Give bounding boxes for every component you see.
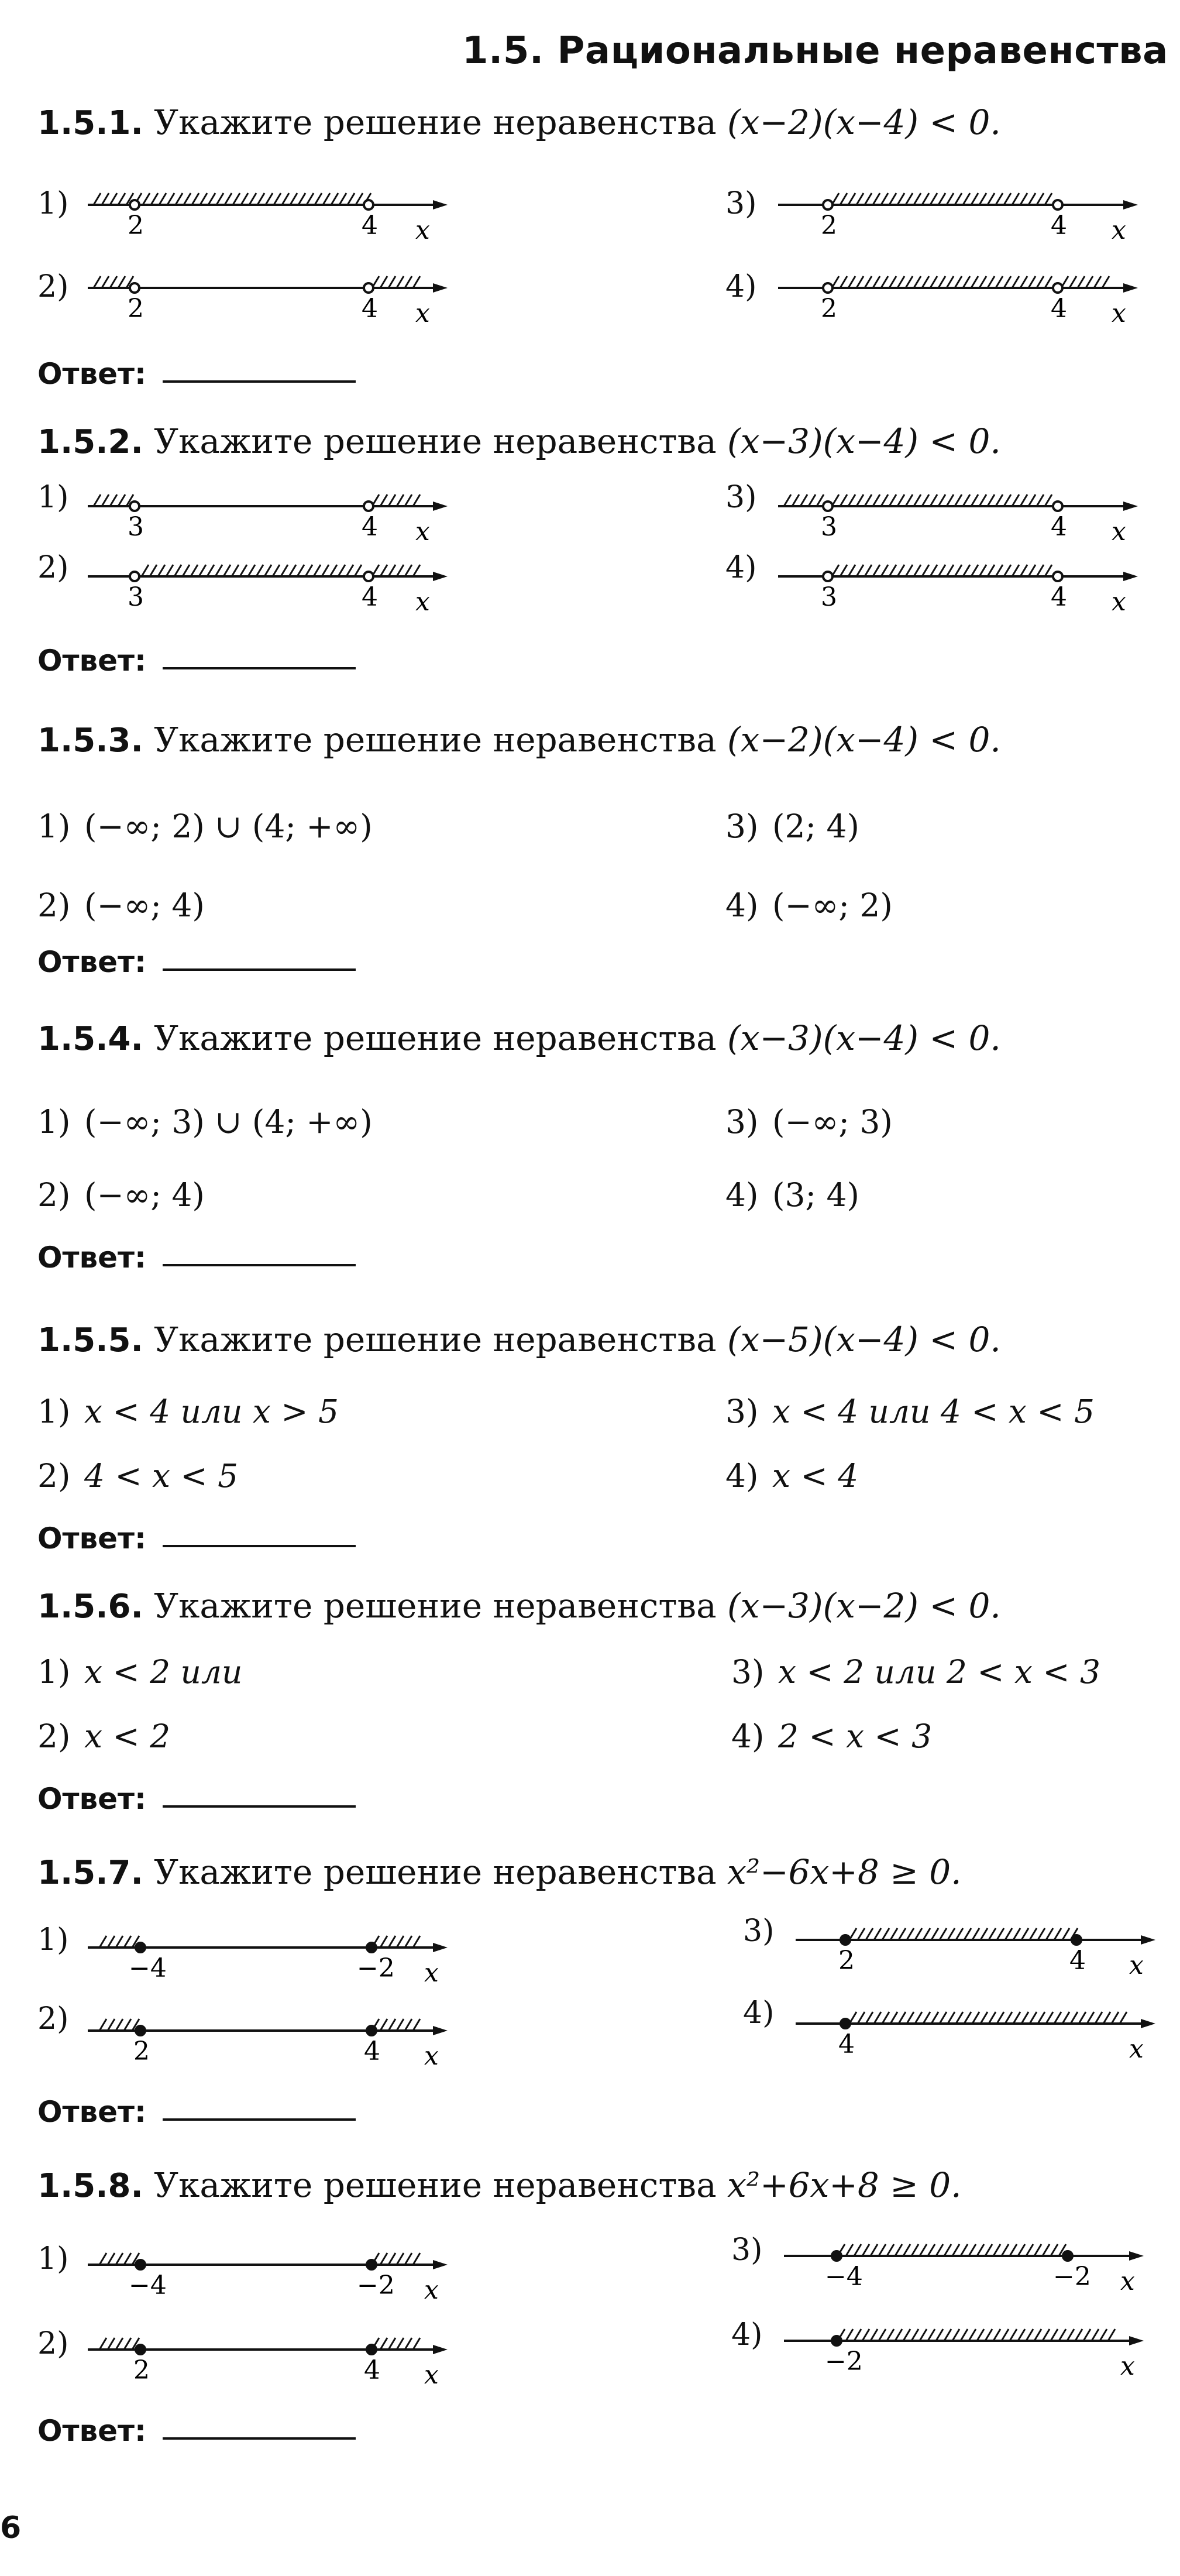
- problem-number: 1.5.1.: [37, 104, 143, 142]
- axis-label: x: [1129, 2034, 1144, 2064]
- option-2[interactable]: [37, 1718, 170, 1755]
- axis-label: x: [1112, 517, 1126, 547]
- answer-blank[interactable]: [163, 1263, 356, 1266]
- option-label[interactable]: 1): [37, 1922, 69, 1957]
- answer-label: Ответ:: [37, 2414, 147, 2448]
- problem-statement: [37, 421, 1001, 461]
- number-line-option-2[interactable]: [88, 547, 450, 623]
- tick-label: −2: [357, 2271, 395, 2300]
- answer-field[interactable]: [37, 1782, 356, 1816]
- number-line-option-3[interactable]: [796, 1911, 1158, 1987]
- option-text: x < 4 или x > 5: [84, 1393, 339, 1430]
- answer-label: Ответ:: [37, 644, 147, 678]
- answer-field[interactable]: [37, 1521, 356, 1555]
- option-label: 2): [37, 1457, 71, 1495]
- number-line-option-4[interactable]: [796, 1994, 1158, 2070]
- tick-label: 4: [1051, 294, 1067, 324]
- tick-label: 3: [821, 512, 837, 542]
- option-text: 2 < x < 3: [778, 1718, 933, 1755]
- option-label: 1): [37, 808, 71, 845]
- open-point: [130, 200, 139, 209]
- option-text: 4 < x < 5: [84, 1457, 239, 1495]
- option-text: (3; 4): [772, 1176, 859, 1214]
- answer-label: Ответ:: [37, 1782, 147, 1816]
- option-3[interactable]: [725, 1103, 893, 1141]
- axis-label: x: [424, 2041, 439, 2071]
- tick-label: 2: [128, 211, 144, 241]
- option-label: 3): [725, 1393, 759, 1430]
- axis-label: x: [415, 215, 430, 245]
- tick-label: 4: [362, 512, 378, 542]
- axis-label: x: [1112, 587, 1126, 617]
- option-4[interactable]: [731, 1718, 932, 1755]
- open-point: [364, 200, 373, 209]
- problem-expression: (x−2)(x−4) < 0.: [727, 102, 1001, 142]
- option-text: (−∞; 2): [772, 887, 893, 924]
- tick-label: 2: [821, 294, 837, 324]
- answer-label: Ответ:: [37, 1241, 147, 1275]
- axis-label: x: [424, 2360, 439, 2390]
- tick-label: −4: [129, 1953, 167, 1983]
- tick-label: 3: [128, 582, 144, 612]
- number-line-option-1[interactable]: [88, 176, 450, 252]
- tick-label: 4: [838, 2029, 855, 2059]
- tick-label: −2: [1053, 2262, 1091, 2292]
- option-4[interactable]: [725, 887, 893, 924]
- tick-label: 4: [1069, 1946, 1086, 1976]
- problem-number: 1.5.3.: [37, 722, 143, 760]
- answer-field[interactable]: [37, 357, 356, 391]
- problem-expression: (x−3)(x−4) < 0.: [727, 1018, 1001, 1058]
- option-1[interactable]: [37, 808, 373, 845]
- problem-expression: x²−6x+8 ≥ 0.: [727, 1852, 962, 1892]
- option-1[interactable]: [37, 1393, 339, 1430]
- tick-label: 2: [133, 2355, 150, 2385]
- number-line-option-2[interactable]: [88, 2320, 450, 2396]
- tick-label: 2: [133, 2036, 150, 2066]
- option-label[interactable]: 2): [37, 2001, 69, 2036]
- problem-prompt: Укажите решение неравенства: [154, 720, 717, 760]
- axis-label: x: [424, 1958, 439, 1988]
- number-line-option-4[interactable]: [784, 2311, 1147, 2388]
- section-title: 1.5. Рациональные неравенства: [462, 29, 1168, 73]
- problem-statement: [37, 1018, 1001, 1058]
- tick-label: −4: [825, 2262, 863, 2292]
- option-label[interactable]: 4): [743, 1995, 775, 2031]
- answer-label: Ответ:: [37, 357, 147, 391]
- tick-label: 3: [128, 512, 144, 542]
- option-label: 4): [725, 887, 759, 924]
- axis-label: x: [415, 517, 430, 547]
- tick-label: −2: [357, 1953, 395, 1983]
- problem-expression: (x−5)(x−4) < 0.: [727, 1320, 1001, 1359]
- tick-label: −4: [129, 2271, 167, 2300]
- problem-number: 1.5.7.: [37, 1854, 143, 1892]
- tick-label: 4: [1051, 512, 1067, 542]
- option-label: 2): [37, 1718, 71, 1755]
- answer-label: Ответ:: [37, 1521, 147, 1555]
- problem-number: 1.5.5.: [37, 1321, 143, 1359]
- problem-expression: (x−3)(x−2) < 0.: [727, 1586, 1001, 1626]
- answer-field[interactable]: [37, 945, 356, 979]
- axis-label: x: [1129, 1950, 1144, 1980]
- problem-number: 1.5.8.: [37, 2167, 143, 2205]
- problem-statement: [37, 1320, 1001, 1359]
- option-label: 1): [37, 1393, 71, 1430]
- answer-blank[interactable]: [163, 1544, 356, 1547]
- option-label: 3): [731, 1653, 765, 1691]
- number-line-option-4[interactable]: [778, 259, 1141, 335]
- tick-label: 3: [821, 582, 837, 612]
- axis-label: x: [415, 587, 430, 617]
- option-label: 4): [725, 1457, 759, 1495]
- option-3[interactable]: [725, 808, 859, 845]
- option-4[interactable]: [725, 1457, 858, 1495]
- problem-statement: [37, 1586, 1001, 1626]
- option-label: 1): [37, 1653, 71, 1691]
- answer-field[interactable]: [37, 644, 356, 678]
- option-text: (−∞; 3): [772, 1103, 893, 1141]
- tick-label: −2: [825, 2347, 863, 2376]
- option-label[interactable]: 1): [37, 2241, 69, 2276]
- option-label[interactable]: 3): [731, 2232, 763, 2268]
- problem-expression: (x−3)(x−4) < 0.: [727, 421, 1001, 461]
- problem-statement: [37, 1852, 962, 1892]
- option-4[interactable]: [725, 1176, 859, 1214]
- option-label: 3): [725, 808, 759, 845]
- option-label[interactable]: 1): [37, 186, 69, 221]
- answer-blank[interactable]: [163, 2118, 356, 2121]
- option-3[interactable]: [725, 1393, 1095, 1430]
- option-label: 2): [37, 887, 71, 924]
- option-label[interactable]: 3): [725, 186, 757, 221]
- tick-label: 4: [364, 2036, 380, 2066]
- number-line-option-3[interactable]: [778, 176, 1141, 252]
- problem-statement: [37, 2165, 962, 2205]
- problem-prompt: Укажите решение неравенства: [154, 421, 717, 461]
- problem-number: 1.5.4.: [37, 1020, 143, 1058]
- tick-label: 4: [362, 294, 378, 324]
- tick-label: 2: [821, 211, 837, 241]
- tick-label: 4: [362, 582, 378, 612]
- number-line-option-2[interactable]: [88, 2001, 450, 2077]
- tick-label: 2: [838, 1946, 855, 1976]
- option-text: x < 4: [772, 1457, 859, 1495]
- number-line-option-3[interactable]: [784, 2227, 1147, 2303]
- option-2[interactable]: [37, 1457, 238, 1495]
- problem-statement: [37, 102, 1001, 142]
- option-label: 2): [37, 1176, 71, 1214]
- option-text: (−∞; 2) ∪ (4; +∞): [84, 808, 373, 845]
- number-line-option-1[interactable]: [88, 1918, 450, 1994]
- option-text: (−∞; 3) ∪ (4; +∞): [84, 1103, 373, 1141]
- axis-label: x: [1112, 215, 1126, 245]
- tick-label: 4: [362, 211, 378, 241]
- option-text: (2; 4): [772, 808, 859, 845]
- number-line-option-1[interactable]: [88, 477, 450, 553]
- problem-prompt: Укажите решение неравенства: [154, 102, 717, 142]
- option-3[interactable]: [731, 1653, 1100, 1691]
- answer-blank[interactable]: [163, 2437, 356, 2440]
- answer-field[interactable]: [37, 2095, 356, 2129]
- option-text: x < 4 или 4 < x < 5: [772, 1393, 1095, 1430]
- problem-prompt: Укажите решение неравенства: [154, 2165, 717, 2205]
- tick-label: 4: [364, 2355, 380, 2385]
- axis-label: x: [415, 298, 430, 328]
- option-label[interactable]: 1): [37, 480, 69, 515]
- number-line-option-3[interactable]: [778, 477, 1141, 553]
- number-line-option-2[interactable]: [88, 259, 450, 335]
- option-label[interactable]: 4): [725, 269, 757, 304]
- problem-expression: x²+6x+8 ≥ 0.: [727, 2165, 962, 2205]
- option-1[interactable]: [37, 1103, 373, 1141]
- axis-label: x: [424, 2275, 439, 2305]
- problem-prompt: Укажите решение неравенства: [154, 1586, 717, 1626]
- option-label[interactable]: 2): [37, 2326, 69, 2361]
- number-line-option-1[interactable]: [88, 2235, 450, 2311]
- answer-field[interactable]: [37, 1241, 356, 1275]
- option-label[interactable]: 3): [725, 480, 757, 515]
- page-number: 6: [0, 2510, 22, 2546]
- option-label: 4): [731, 1718, 765, 1755]
- answer-label: Ответ:: [37, 945, 147, 979]
- option-1[interactable]: [37, 1653, 242, 1691]
- option-label: 4): [725, 1176, 759, 1214]
- option-label[interactable]: 4): [731, 2317, 763, 2352]
- option-text: x < 2 или 2 < x < 3: [778, 1653, 1100, 1691]
- answer-label: Ответ:: [37, 2095, 147, 2129]
- tick-label: 2: [128, 294, 144, 324]
- option-text: x < 2: [84, 1718, 171, 1755]
- option-text: (−∞; 4): [84, 887, 205, 924]
- option-label[interactable]: 2): [37, 269, 69, 304]
- answer-blank[interactable]: [163, 667, 356, 669]
- problem-number: 1.5.2.: [37, 423, 143, 461]
- option-2[interactable]: [37, 1176, 205, 1214]
- axis-label: x: [1112, 298, 1126, 328]
- axis-label: x: [1120, 2266, 1135, 2296]
- option-label: 1): [37, 1103, 71, 1141]
- problem-expression: (x−2)(x−4) < 0.: [727, 720, 1001, 760]
- tick-label: 4: [1051, 211, 1067, 241]
- axis-label: x: [1120, 2351, 1135, 2381]
- answer-blank[interactable]: [163, 1805, 356, 1808]
- option-text: x < 2 или: [84, 1653, 243, 1691]
- option-label: 3): [725, 1103, 759, 1141]
- problem-prompt: Укажите решение неравенства: [154, 1018, 717, 1058]
- answer-field[interactable]: [37, 2414, 356, 2448]
- problem-prompt: Укажите решение неравенства: [154, 1320, 717, 1359]
- option-2[interactable]: [37, 887, 205, 924]
- problem-number: 1.5.6.: [37, 1588, 143, 1626]
- answer-blank[interactable]: [163, 380, 356, 383]
- number-line-option-4[interactable]: [778, 547, 1141, 623]
- problem-statement: [37, 720, 1001, 760]
- option-text: (−∞; 4): [84, 1176, 205, 1214]
- problem-prompt: Укажите решение неравенства: [154, 1852, 717, 1892]
- option-label[interactable]: 4): [725, 550, 757, 585]
- option-label[interactable]: 2): [37, 550, 69, 585]
- tick-label: 4: [1051, 582, 1067, 612]
- answer-blank[interactable]: [163, 968, 356, 971]
- option-label[interactable]: 3): [743, 1914, 775, 1949]
